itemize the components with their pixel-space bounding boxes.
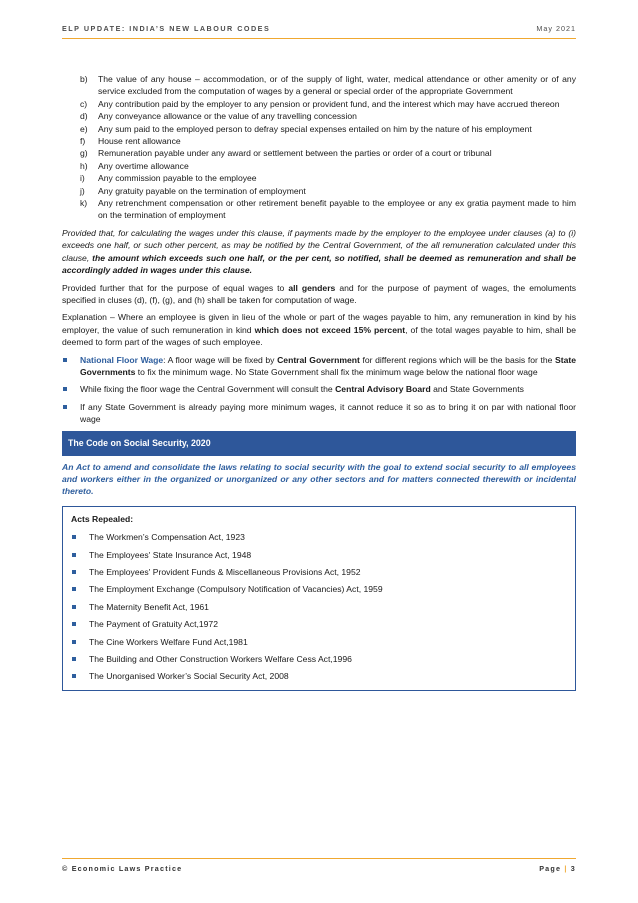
- page-header: [62, 24, 576, 39]
- list-item: [62, 98, 576, 110]
- footer-copyright: © Economic Laws Practice: [62, 864, 183, 873]
- list-item-text: [80, 383, 576, 395]
- page-number: [539, 864, 576, 873]
- square-bullet-icon: [71, 668, 89, 685]
- list-item: [71, 634, 567, 651]
- list-item: [62, 185, 576, 197]
- list-item-text: The Employees' State Insurance Act, 1948: [89, 549, 252, 560]
- list-item-text: The Unorganised Worker’s Social Security Act, 2008: [89, 671, 289, 682]
- list-item: [71, 581, 567, 598]
- page-content: [62, 73, 576, 691]
- list-item-text: Any gratuity payable on the termination of employment: [98, 185, 306, 196]
- proviso-text: Provided that, for calculating the wages under this clause, if payments made by the employer to the employee under clauses (a) to (i) exceeds one half, or such other percent, as may be notified by the Central Government, of the all remuneration calculated under this clause,: [62, 227, 576, 263]
- paragraph-text: Explanation – Where an employee is given in lieu of the whole or part of the wages payable to him, any remuneration in kind by his employer, the value of such remuneration in kind: [62, 312, 576, 335]
- wage-exclusions-list: [62, 73, 576, 222]
- list-item-label: h): [80, 160, 88, 171]
- text-run: for different regions which will be the basis for the: [359, 354, 555, 365]
- list-item-text: House rent allowance: [98, 136, 181, 147]
- section-banner: The Code on Social Security, 2020: [62, 431, 576, 456]
- list-item: [62, 73, 576, 98]
- acts-repealed-list: [71, 529, 567, 686]
- page-label: Page: [539, 864, 562, 873]
- list-item-text: The Maternity Benefit Act, 1961: [89, 601, 209, 612]
- list-item-label: d): [80, 111, 88, 122]
- header-date: May 2021: [536, 24, 576, 33]
- square-bullet-icon: [71, 599, 89, 616]
- square-bullet-icon: [62, 401, 80, 426]
- list-item-text: The value of any house – accommodation, or of the supply of light, water, medical attendance or other amenity or of any service excluded from the computation of wages by a general or special order of the appropriate Government: [98, 74, 576, 97]
- list-item-text: Any conveyance allowance or the value of any travelling concession: [98, 111, 357, 122]
- national-floor-wage-link[interactable]: National Floor Wage: [80, 354, 164, 365]
- square-bullet-icon: [71, 581, 89, 598]
- list-item-text: [80, 354, 576, 379]
- list-item-label: j): [80, 185, 85, 196]
- explanation-paragraph: [62, 311, 576, 348]
- text-emphasis: State Governments: [80, 354, 576, 377]
- list-item: [62, 383, 576, 395]
- list-item-label: i): [80, 173, 85, 184]
- header-title: ELP UPDATE: INDIA’S NEW LABOUR CODES: [62, 24, 271, 33]
- list-item: [62, 172, 576, 184]
- list-item: [71, 547, 567, 564]
- list-item: [62, 160, 576, 172]
- list-item-text: The Employees' Provident Funds & Miscellaneous Provisions Act, 1952: [89, 566, 361, 577]
- list-item-label: k): [80, 198, 88, 209]
- list-item: [62, 147, 576, 159]
- square-bullet-icon: [71, 529, 89, 546]
- text-emphasis: Central Advisory Board: [335, 384, 431, 395]
- list-item: [71, 651, 567, 668]
- square-bullet-icon: [71, 634, 89, 651]
- list-item: [71, 668, 567, 685]
- square-bullet-icon: [71, 616, 89, 633]
- list-item: [62, 123, 576, 135]
- list-item: [62, 401, 576, 426]
- paragraph-emphasis: which does not exceed 15% percent: [254, 324, 406, 335]
- list-item: [62, 197, 576, 222]
- list-item-text: Remuneration payable under any award or settlement between the parties or order of a court or tribunal: [98, 148, 492, 159]
- floor-wage-bullets: [62, 354, 576, 426]
- act-description: An Act to amend and consolidate the laws relating to social security with the goal to extend social security to all employees and workers either in the organized or unorganized or any other sectors and for matters connected therewith or incidental thereto.: [62, 461, 576, 497]
- text-run: : A floor wage will be fixed by: [163, 354, 278, 365]
- acts-repealed-title: Acts Repealed:: [71, 513, 134, 524]
- list-item: [62, 354, 576, 379]
- list-item: [71, 599, 567, 616]
- equal-wages-paragraph: [62, 282, 576, 307]
- list-item-text: Any retrenchment compensation or other retirement benefit payable to the employee or any ex gratia payment made to him on the termination of employment: [98, 198, 576, 221]
- paragraph-emphasis: all genders: [288, 282, 336, 293]
- page-separator: |: [564, 864, 568, 873]
- acts-repealed-box: [62, 506, 576, 691]
- list-item-text: Any sum paid to the employed person to defray special expenses entailed on him by the nature of his employment: [98, 123, 532, 134]
- list-item-text: The Cine Workers Welfare Fund Act,1981: [89, 636, 248, 647]
- square-bullet-icon: [71, 564, 89, 581]
- list-item-label: e): [80, 123, 88, 134]
- list-item-label: g): [80, 148, 88, 159]
- list-item-label: b): [80, 74, 88, 84]
- list-item-text: The Employment Exchange (Compulsory Notification of Vacancies) Act, 1959: [89, 584, 383, 595]
- list-item-text: Any contribution paid by the employer to any pension or provident fund, and the interest which may have accrued thereon: [98, 98, 560, 109]
- square-bullet-icon: [71, 651, 89, 668]
- page-number-value: 3: [570, 864, 576, 873]
- list-item: [71, 529, 567, 546]
- square-bullet-icon: [62, 354, 80, 379]
- text-emphasis: Central Government: [277, 354, 360, 365]
- list-item-label: c): [80, 98, 88, 109]
- text-run: and State Governments: [430, 384, 524, 395]
- paragraph-text: , of the total wages payable to him, shall be deemed to form part of the wages of such employee.: [62, 324, 576, 348]
- paragraph-text: Provided further that for the purpose of equal wages to: [62, 282, 289, 293]
- list-item-text: The Workmen’s Compensation Act, 1923: [89, 532, 245, 543]
- list-item: [71, 564, 567, 581]
- text-run: to fix the minimum wage. No State Government shall fix the minimum wage below the national floor wage: [135, 366, 538, 377]
- list-item-label: f): [80, 136, 86, 147]
- list-item-text: If any State Government is already paying more minimum wages, it cannot reduce it so as to bring it on par with national floor wage: [80, 401, 576, 425]
- square-bullet-icon: [62, 383, 80, 395]
- page-footer: [62, 858, 576, 873]
- list-item: [62, 135, 576, 147]
- list-item-text: The Payment of Gratuity Act,1972: [89, 619, 218, 630]
- list-item: [62, 110, 576, 122]
- proviso-paragraph: [62, 227, 576, 277]
- list-item-text: The Building and Other Construction Workers Welfare Cess Act,1996: [89, 653, 352, 664]
- list-item-text: Any commission payable to the employee: [98, 173, 257, 184]
- text-run: While fixing the floor wage the Central Government will consult the: [80, 384, 336, 395]
- square-bullet-icon: [71, 547, 89, 564]
- proviso-emphasis: the amount which exceeds such one half, or the per cent, so notified, shall be deemed as remuneration and shall be accordingly added in wages under this clause.: [62, 252, 576, 276]
- paragraph-text: and for the purpose of payment of wages, the emoluments specified in cluses (d), (f), (g), and (h) shall be taken for computation of wage.: [62, 282, 577, 305]
- list-item: [71, 616, 567, 633]
- list-item-text: Any overtime allowance: [98, 160, 189, 171]
